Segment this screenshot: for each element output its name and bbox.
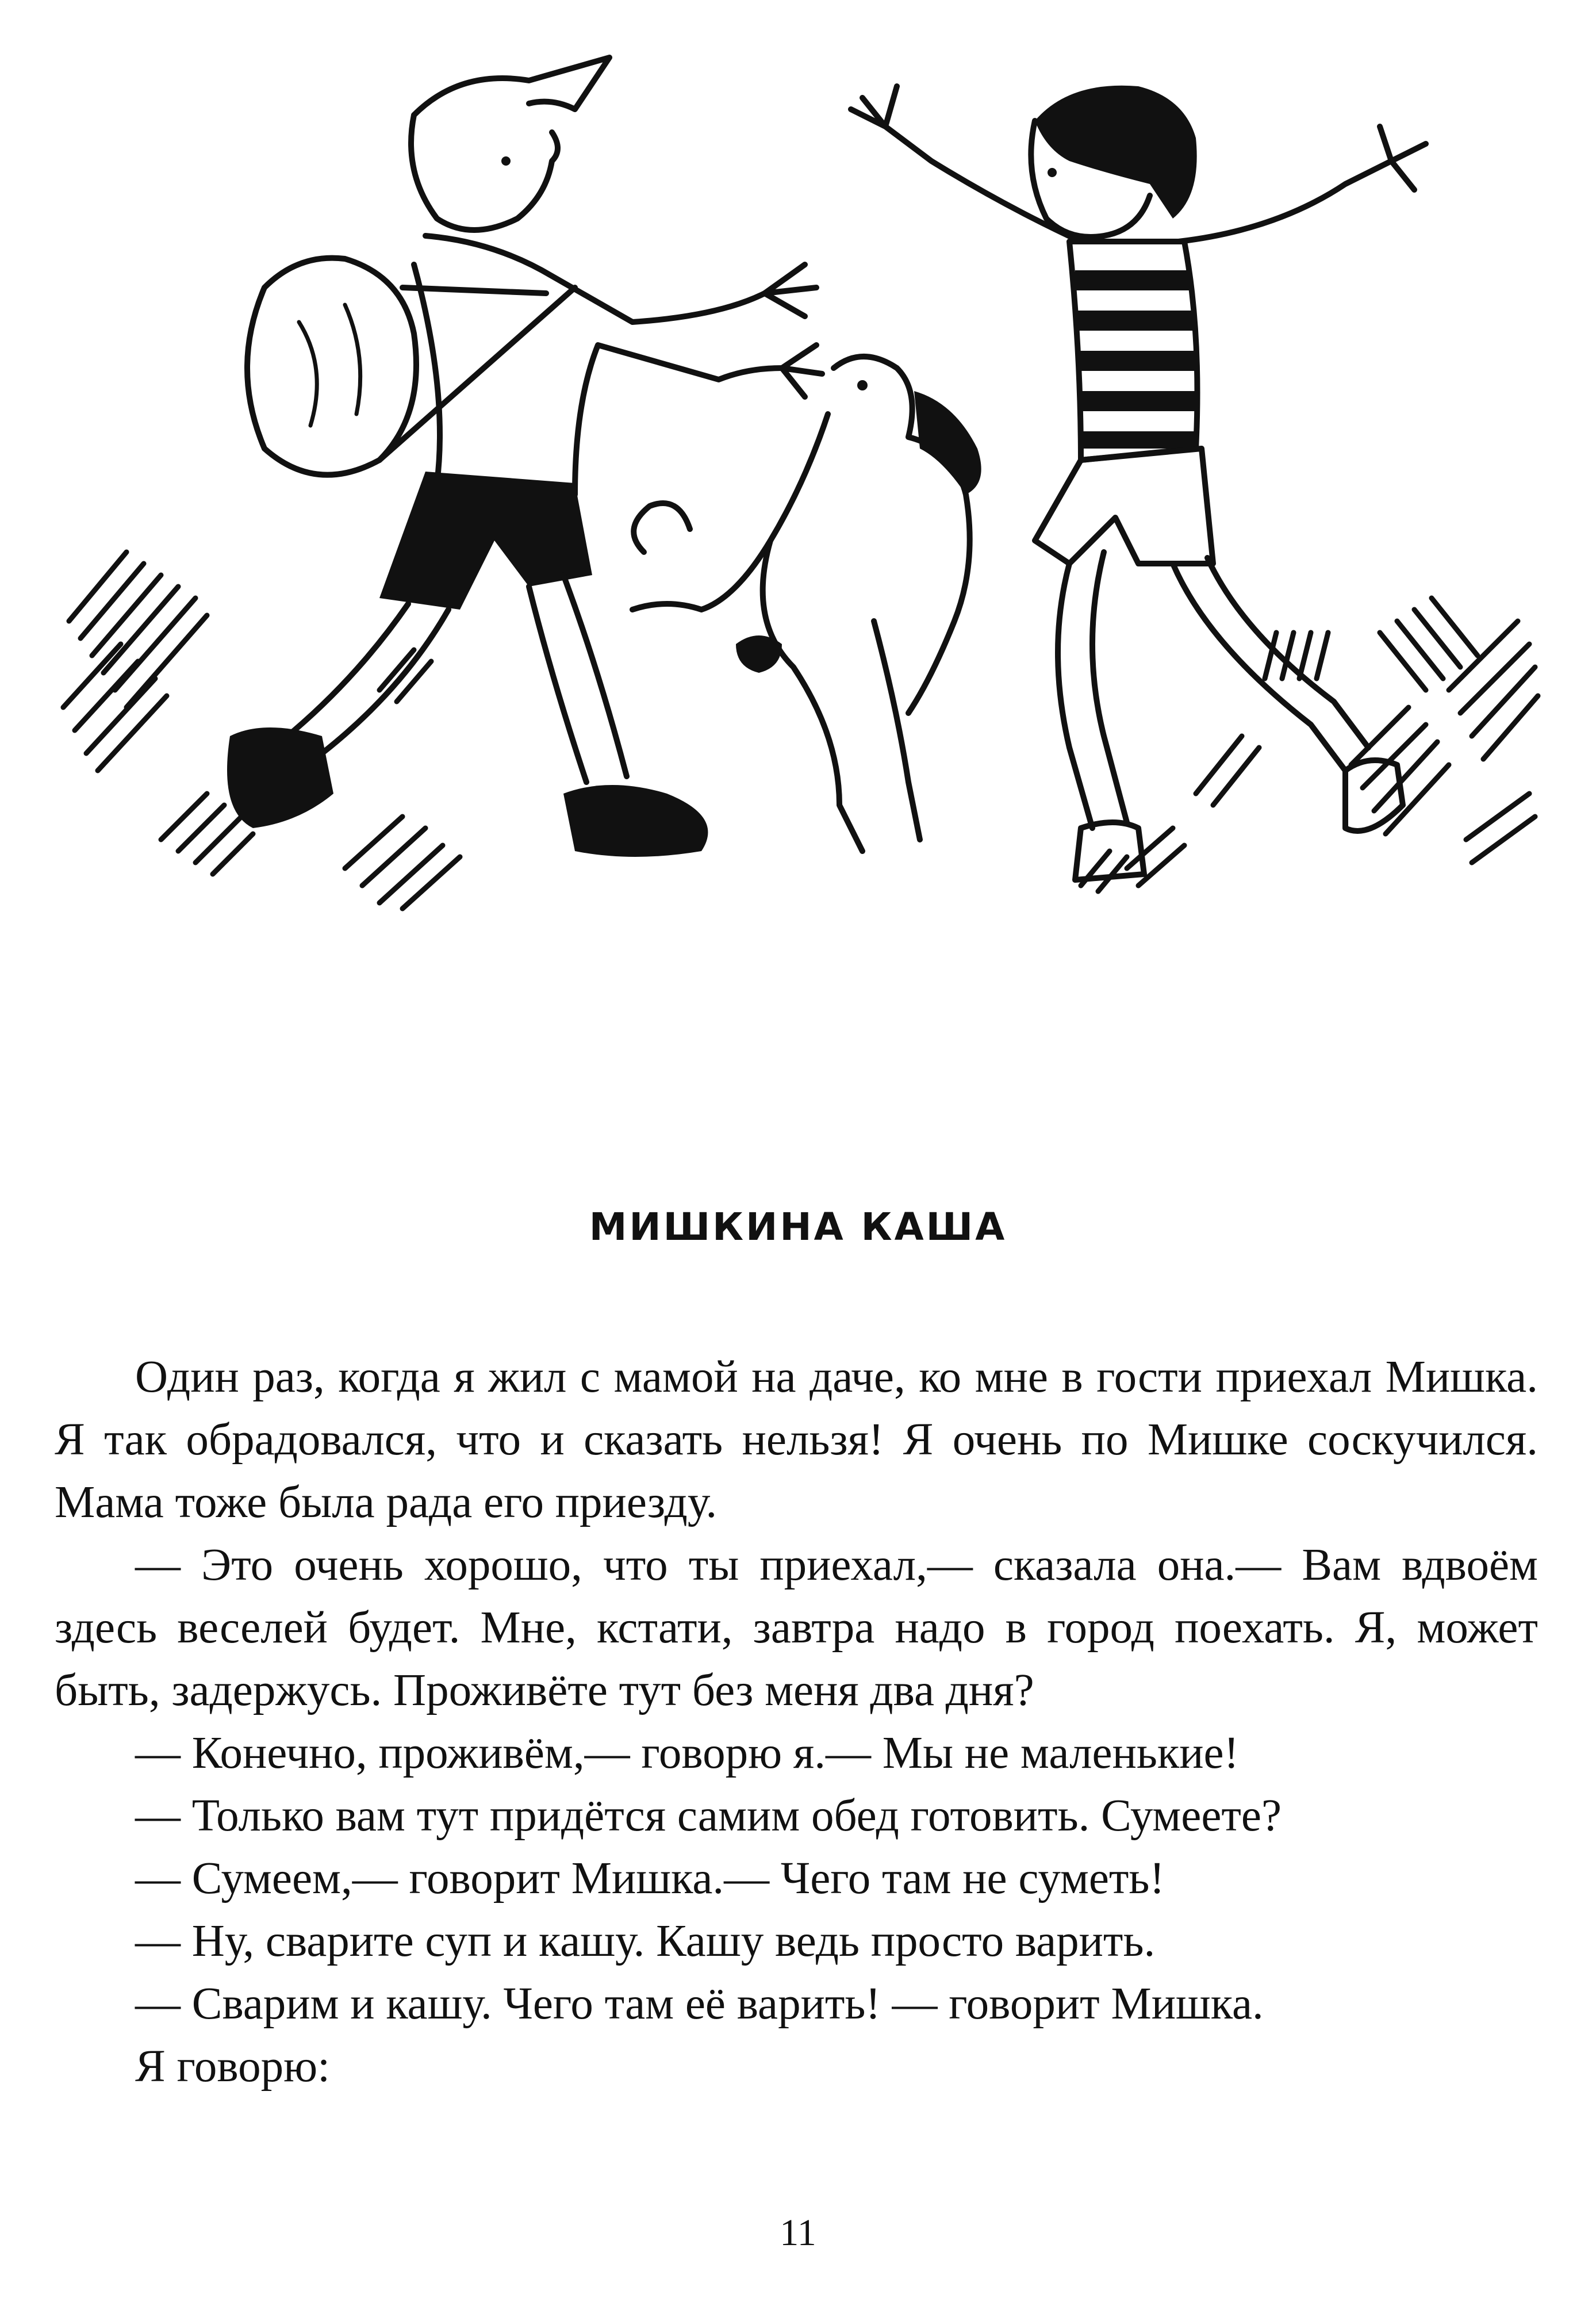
two-boys-and-dog-illustration [57,46,1541,920]
paragraph: Я говорю: [135,2042,331,2092]
paragraph: — Это очень хорошо, что ты приехал,— сказала она.— Вам вдвоём здесь веселей будет. Мне, кстати, завтра надо в город поехать. Я, может быть, задержусь. Проживёте тут без меня два дня? [55,1540,1538,1715]
page-number: 11 [780,2212,816,2254]
paragraph: — Только вам тут придётся самим обед готовить. Сумеете? [135,1791,1282,1841]
paragraph: — Ну, сварите суп и кашу. Кашу ведь просто варить. [135,1916,1156,1966]
left-boy-figure [227,58,822,857]
right-boy-figure [851,86,1426,880]
grass-hatching-right [1081,598,1538,891]
paragraph: — Сварим и кашу. Чего там её варить! — говорит Мишка. [135,1979,1264,2029]
paragraph: Один раз, когда я жил с мамой на даче, ко мне в гости приехал Мишка. Я так обрадовался, что и сказать нельзя! Я очень по Мишке соскучился. Мама тоже была рада его приезду. [55,1352,1538,1527]
paragraph: — Конечно, проживём,— говорю я.— Мы не маленькие! [135,1728,1239,1778]
dog-figure [632,357,981,851]
shirt-stripes [1075,270,1196,449]
paragraph: — Сумеем,— говорит Мишка.— Чего там не суметь! [135,1853,1165,1903]
story-text [55,1346,1538,2098]
story-title: МИШКИНА КАША [589,1205,1007,1249]
